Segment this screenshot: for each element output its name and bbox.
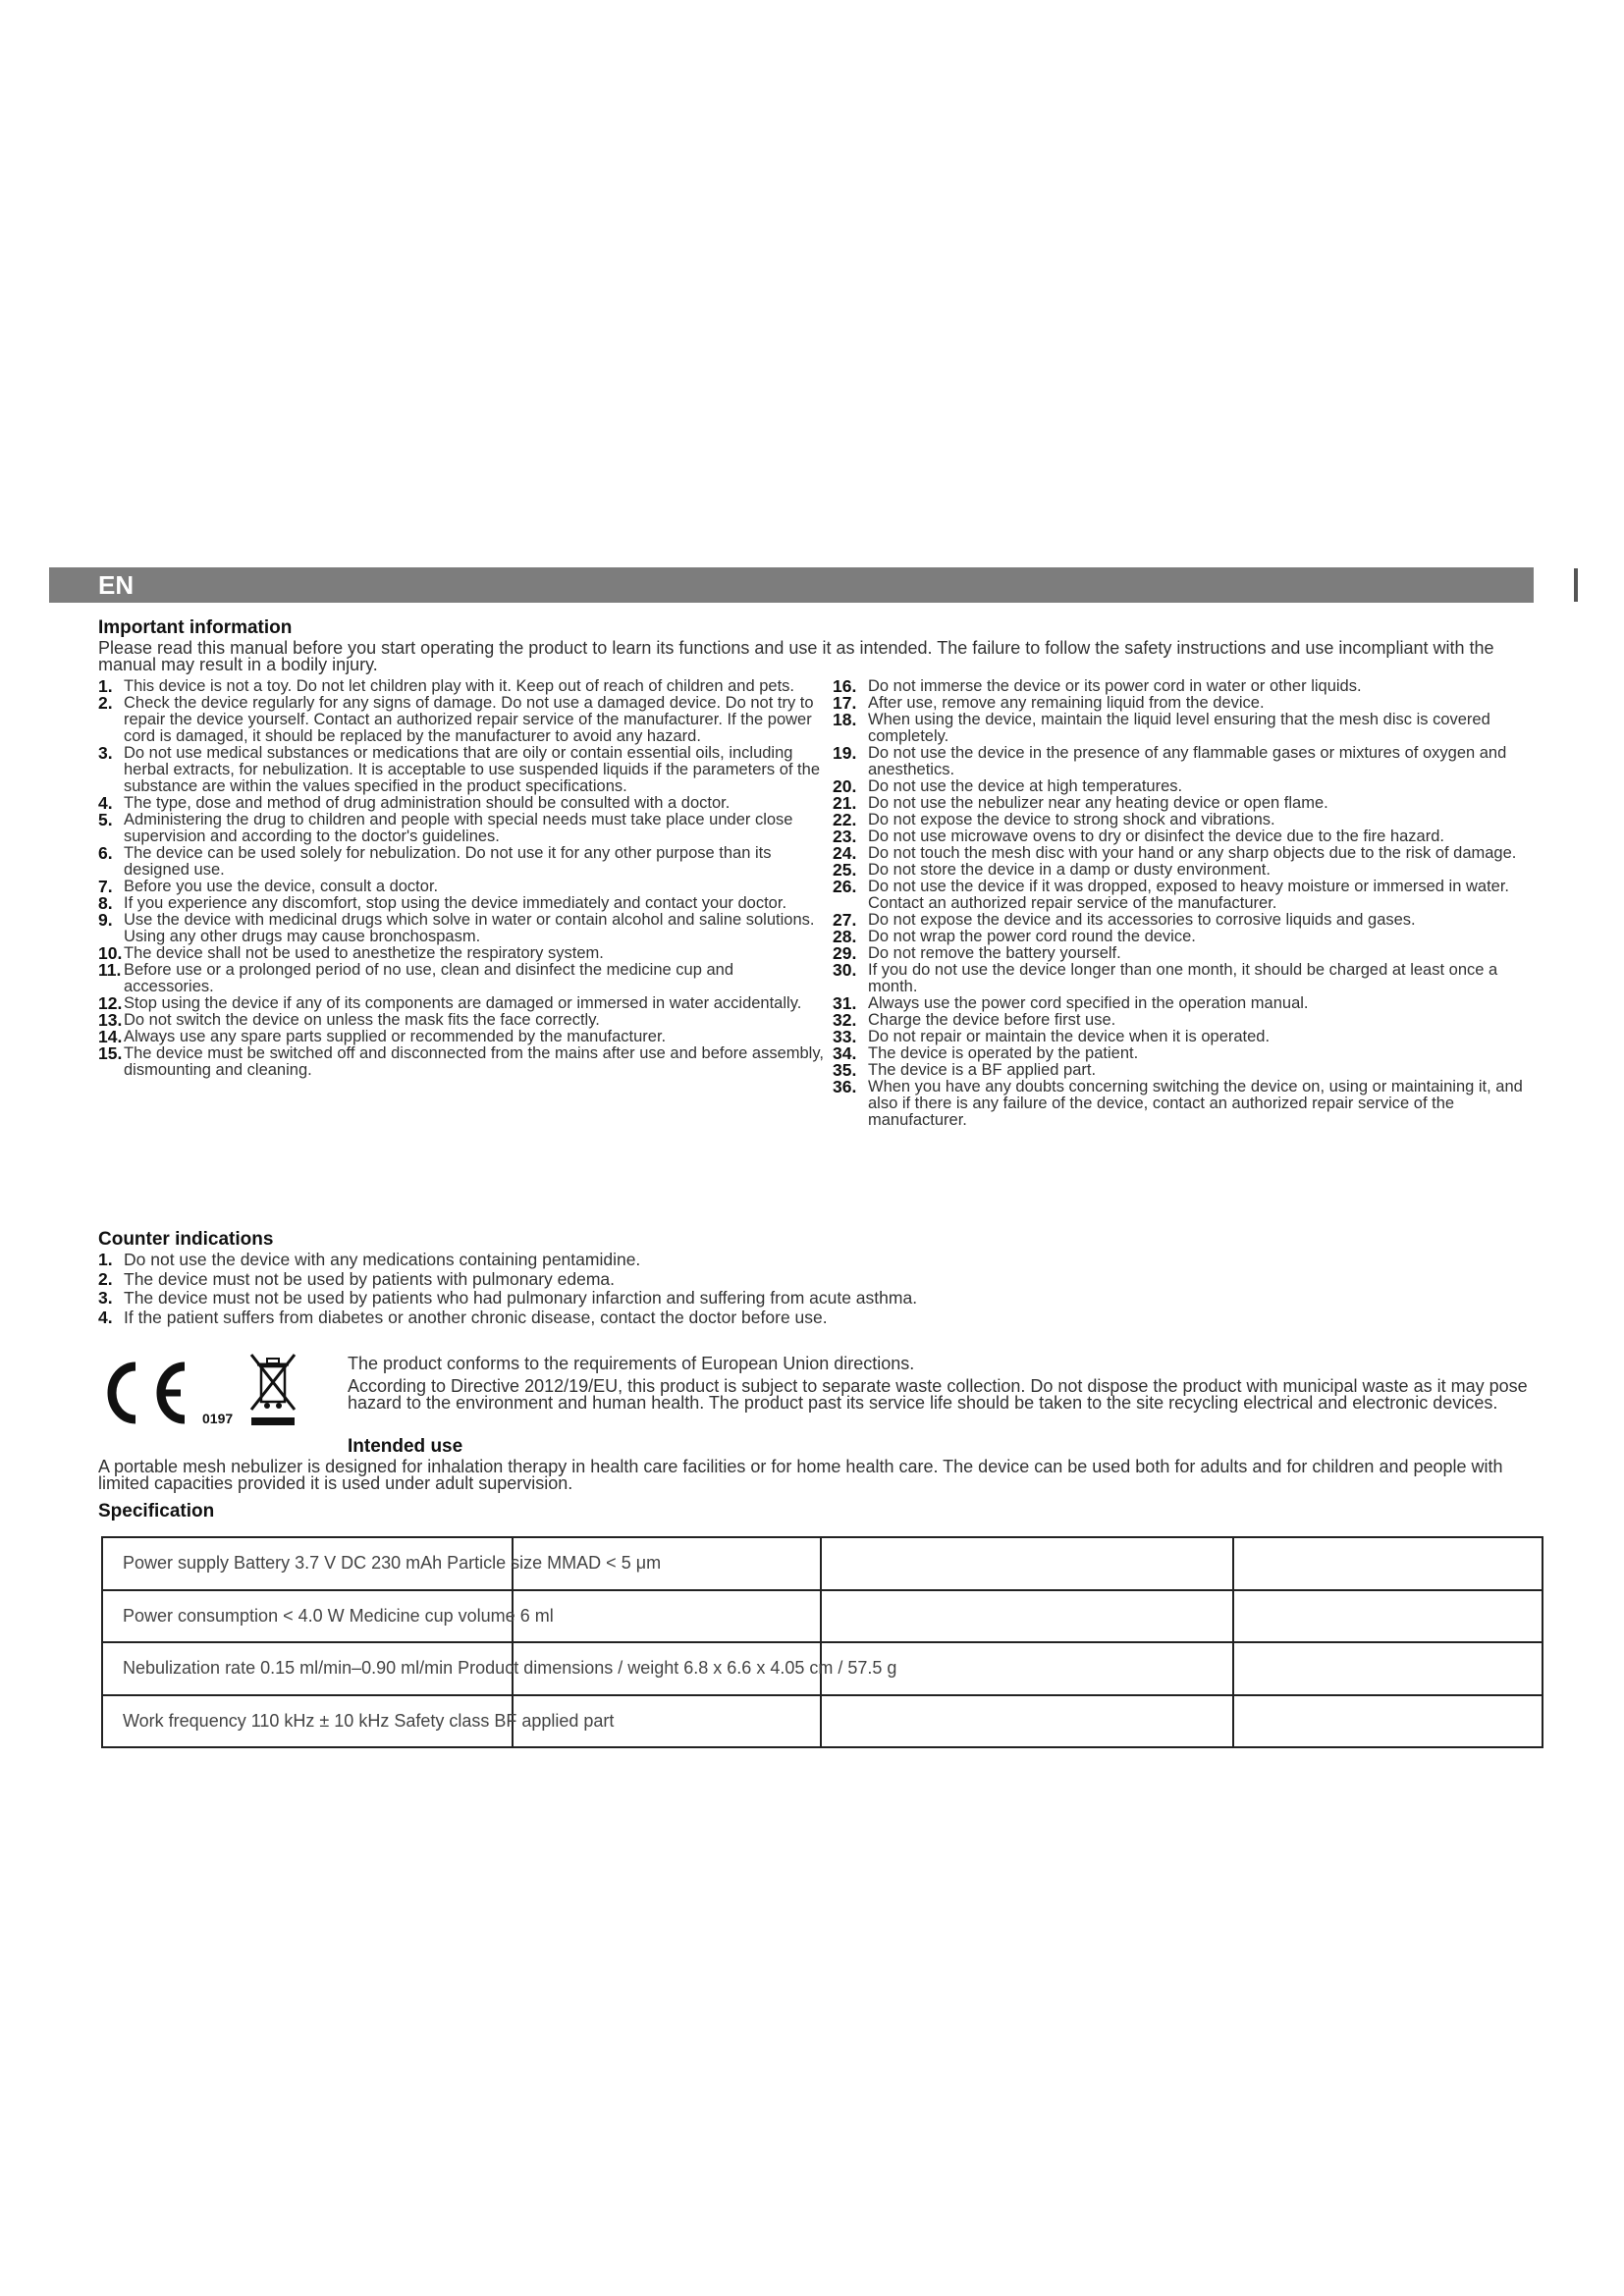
list-item-text: Charge the device before first use. [868, 1011, 1116, 1029]
specification-table [101, 1536, 1543, 1748]
list-item-text: Do not repair or maintain the device when it is operated. [868, 1028, 1271, 1045]
list-item-text: The device must be switched off and disconnected from the mains after use and before assembly, dismounting and cleaning. [124, 1044, 824, 1079]
spec-cell [513, 1590, 821, 1643]
safety-item [98, 1012, 825, 1029]
list-item-text: Do not use microwave ovens to dry or disinfect the device due to the fire hazard. [868, 828, 1444, 845]
list-item-text: Do not wrap the power cord round the device. [868, 928, 1196, 945]
safety-item [833, 962, 1542, 995]
safety-list-left [98, 678, 825, 1079]
list-item-text: Administering the drug to children and people with special needs must take place under close supervision and according to the doctor's guidelines. [124, 811, 793, 845]
safety-item [98, 1029, 825, 1045]
list-item-text: The device must not be used by patients who had pulmonary infarction and suffering from acute asthma. [124, 1288, 918, 1308]
list-item-number: 36. [833, 1077, 857, 1096]
list-item-number: 6. [98, 843, 113, 863]
safety-item [833, 1012, 1542, 1029]
safety-item [833, 1029, 1542, 1045]
list-item-text: Always use any spare parts supplied or recommended by the manufacturer. [124, 1028, 667, 1045]
spec-row [102, 1590, 1543, 1643]
safety-item [833, 695, 1542, 712]
counter-indication-item [98, 1308, 1542, 1328]
spec-cell [821, 1590, 1233, 1643]
list-item-text: Do not use the nebulizer near any heating device or open flame. [868, 794, 1328, 812]
list-item-text: The device must not be used by patients with pulmonary edema. [124, 1268, 615, 1289]
conformity-marks [98, 1349, 304, 1437]
spec-row-text: Work frequency 110 kHz ± 10 kHz Safety class BF applied part [123, 1710, 615, 1731]
list-item-text: Do not use the device in the presence of any flammable gases or mixtures of oxygen and anesthetics. [868, 744, 1507, 778]
safety-item [833, 845, 1542, 862]
safety-item [98, 912, 825, 945]
list-item-number: 16. [833, 676, 857, 696]
spec-row-text: Power consumption < 4.0 W Medicine cup volume 6 ml [123, 1605, 554, 1626]
list-item-number: 31. [833, 993, 857, 1013]
language-code: EN [98, 570, 135, 600]
list-item-number: 14. [98, 1027, 123, 1046]
spec-cell [821, 1537, 1233, 1590]
spec-row [102, 1642, 1543, 1695]
counter-indication-item [98, 1251, 1542, 1270]
counter-indication-item [98, 1289, 1542, 1308]
list-item-number: 3. [98, 743, 113, 763]
ce-conformity-text: The product conforms to the requirements of European Union directions. [348, 1354, 915, 1373]
counter-indications-list [98, 1251, 1542, 1327]
spec-row [102, 1695, 1543, 1748]
safety-item [98, 812, 825, 845]
spec-row-text: Nebulization rate 0.15 ml/min–0.90 ml/min Product dimensions / weight 6.8 x 6.6 x 4.05 cm / 57.5 g [123, 1658, 897, 1679]
spec-row-text: Power supply Battery 3.7 V DC 230 mAh Particle size MMAD < 5 μm [123, 1553, 662, 1574]
list-item-number: 5. [98, 810, 113, 829]
counter-indications-heading: Counter indications [98, 1229, 274, 1250]
safety-item [833, 1045, 1542, 1062]
list-item-number: 3. [98, 1288, 113, 1308]
safety-item [98, 745, 825, 795]
spec-cell [102, 1695, 615, 1748]
safety-item [833, 862, 1542, 879]
safety-item [98, 962, 825, 995]
spec-cell [1233, 1695, 1543, 1748]
list-item-number: 25. [833, 860, 857, 880]
weee-text: According to Directive 2012/19/EU, this product is subject to separate waste collection. Do not dispose the product with municipal waste as it may pose hazard to the environment and human health. The product past its service life should be taken to the site recycling electrical and electronic devices. [348, 1376, 1528, 1413]
important-information-heading: Important information [98, 617, 293, 638]
safety-list-right [833, 678, 1542, 1129]
list-item-number: 21. [833, 793, 857, 813]
list-item-text: Do not touch the mesh disc with your hand or any sharp objects due to the risk of damage. [868, 844, 1517, 862]
list-item-number: 4. [98, 1307, 113, 1327]
safety-item [98, 945, 825, 962]
list-item-text: If the patient suffers from diabetes or another chronic disease, contact the doctor before use. [124, 1307, 828, 1327]
list-item-number: 22. [833, 810, 857, 829]
list-item-number: 18. [833, 710, 857, 729]
list-item-text: Do not remove the battery yourself. [868, 944, 1121, 962]
list-item-text: After use, remove any remaining liquid from the device. [868, 694, 1265, 712]
spec-cell [102, 1642, 897, 1695]
list-item-number: 1. [98, 1250, 113, 1269]
list-item-number: 29. [833, 943, 857, 963]
spec-cell [821, 1695, 1233, 1748]
safety-item [833, 745, 1542, 778]
safety-item [98, 845, 825, 879]
list-item-number: 11. [98, 960, 122, 980]
list-item-text: The device is operated by the patient. [868, 1044, 1139, 1062]
list-item-text: The device can be used solely for nebulization. Do not use it for any other purpose than its designed use. [124, 844, 772, 879]
safety-item [833, 812, 1542, 828]
safety-item [833, 929, 1542, 945]
weee-bin-icon [251, 1355, 295, 1425]
list-item-text: Always use the power cord specified in the operation manual. [868, 994, 1309, 1012]
ce-code: 0197 [202, 1411, 234, 1426]
list-item-text: Do not switch the device on unless the mask fits the face correctly. [124, 1011, 600, 1029]
spec-cell [1233, 1537, 1543, 1590]
list-item-number: 1. [98, 676, 113, 696]
list-item-text: Stop using the device if any of its components are damaged or immersed in water accidentally. [124, 994, 802, 1012]
intended-use-heading: Intended use [348, 1436, 463, 1457]
safety-item [833, 712, 1542, 745]
ce-mark-icon [98, 1349, 304, 1437]
safety-item [98, 1045, 825, 1079]
safety-item [98, 695, 825, 745]
safety-item [833, 1079, 1542, 1129]
safety-item [833, 945, 1542, 962]
list-item-number: 8. [98, 893, 113, 913]
counter-indication-item [98, 1270, 1542, 1290]
safety-item [833, 912, 1542, 929]
list-item-text: Do not use the device at high temperatures. [868, 777, 1183, 795]
list-item-number: 9. [98, 910, 113, 930]
list-item-text: If you do not use the device longer than one month, it should be charged at least once a month. [868, 961, 1498, 995]
list-item-number: 24. [833, 843, 857, 863]
list-item-number: 33. [833, 1027, 857, 1046]
list-item-number: 13. [98, 1010, 123, 1030]
list-item-number: 19. [833, 743, 857, 763]
safety-item [833, 778, 1542, 795]
safety-item [98, 795, 825, 812]
list-item-text: Do not expose the device and its accessories to corrosive liquids and gases. [868, 911, 1416, 929]
list-item-number: 26. [833, 877, 857, 896]
spec-cell [1233, 1590, 1543, 1643]
language-header-bar [49, 567, 1534, 603]
list-item-number: 10. [98, 943, 123, 963]
list-item-text: The device is a BF applied part. [868, 1061, 1097, 1079]
list-item-number: 34. [833, 1043, 857, 1063]
safety-item [833, 995, 1542, 1012]
safety-item [833, 795, 1542, 812]
list-item-number: 12. [98, 993, 123, 1013]
list-item-text: Do not expose the device to strong shock and vibrations. [868, 811, 1275, 828]
list-item-text: Do not use medical substances or medications that are oily or contain essential oils, including herbal extracts, for nebulization. It is acceptable to use suspended liquids if the parameters of the substance are within the values specified in the product specifications. [124, 744, 820, 795]
list-item-number: 20. [833, 776, 857, 796]
list-item-text: Do not immerse the device or its power cord in water or other liquids. [868, 677, 1362, 695]
list-item-text: Do not store the device in a damp or dusty environment. [868, 861, 1271, 879]
list-item-number: 7. [98, 877, 113, 896]
specification-heading: Specification [98, 1501, 215, 1522]
spec-cell [102, 1537, 662, 1590]
list-item-number: 32. [833, 1010, 857, 1030]
safety-item [98, 879, 825, 895]
intended-use-text: A portable mesh nebulizer is designed for inhalation therapy in health care facilities or for home health care. The device can be used both for adults and for children and people with limited capacities provided it is used under adult supervision. [98, 1457, 1503, 1493]
list-item-text: If you experience any discomfort, stop using the device immediately and contact your doctor. [124, 894, 787, 912]
list-item-number: 4. [98, 793, 113, 813]
list-item-text: When using the device, maintain the liquid level ensuring that the mesh disc is covered completely. [868, 711, 1490, 745]
spec-cell [102, 1590, 554, 1643]
list-item-number: 17. [833, 693, 857, 713]
list-item-number: 30. [833, 960, 857, 980]
safety-item [98, 895, 825, 912]
list-item-text: When you have any doubts concerning switching the device on, using or maintaining it, and also if there is any failure of the device, contact an authorized repair service of the manufacturer. [868, 1078, 1523, 1129]
list-item-number: 28. [833, 927, 857, 946]
list-item-text: Before use or a prolonged period of no use, clean and disinfect the medicine cup and accessories. [124, 961, 733, 995]
list-item-number: 23. [833, 827, 857, 846]
list-item-number: 2. [98, 693, 113, 713]
list-item-text: Use the device with medicinal drugs which solve in water or contain alcohol and saline solutions. Using any other drugs may cause bronchospasm. [124, 911, 815, 945]
list-item-text: Before you use the device, consult a doctor. [124, 878, 439, 895]
list-item-text: The type, dose and method of drug administration should be consulted with a doctor. [124, 794, 731, 812]
list-item-text: This device is not a toy. Do not let children play with it. Keep out of reach of children and pets. [124, 677, 794, 695]
list-item-text: Do not use the device if it was dropped, exposed to heavy moisture or immersed in water. Contact an authorized repair service of the manufacturer. [868, 878, 1509, 912]
list-item-text: Do not use the device with any medications containing pentamidine. [124, 1250, 641, 1269]
important-intro: Please read this manual before you start operating the product to learn its functions and use it as intended. The failure to follow the safety instructions and use incompliant with the manual may result in a bodily injury. [98, 638, 1494, 674]
safety-item [833, 1062, 1542, 1079]
safety-item [833, 879, 1542, 912]
list-item-number: 2. [98, 1268, 113, 1289]
list-item-number: 15. [98, 1043, 123, 1063]
safety-item [833, 828, 1542, 845]
list-item-text: The device shall not be used to anesthetize the respiratory system. [124, 944, 604, 962]
list-item-number: 27. [833, 910, 857, 930]
list-item-text: Check the device regularly for any signs of damage. Do not use a damaged device. Do not try to repair the device yourself. Contact an authorized repair service of the manufacturer. If the power cord is damaged, it should be replaced by the manufacturer to avoid any hazard. [124, 694, 814, 745]
safety-item [98, 678, 825, 695]
safety-item [833, 678, 1542, 695]
spec-cell [1233, 1642, 1543, 1695]
list-item-number: 35. [833, 1060, 857, 1080]
page-edge-marker [1574, 568, 1578, 602]
spec-row [102, 1537, 1543, 1590]
safety-item [98, 995, 825, 1012]
